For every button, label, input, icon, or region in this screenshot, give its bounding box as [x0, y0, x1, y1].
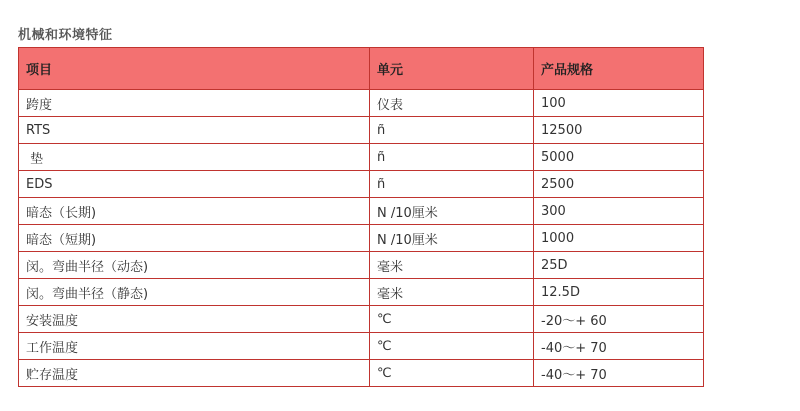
cell-spec: -20～+ 60 — [534, 306, 704, 333]
cell-item: 跨度 — [19, 90, 370, 117]
cell-item: 安装温度 — [19, 306, 370, 333]
cell-spec: -40～+ 70 — [534, 360, 704, 387]
table-row — [19, 225, 704, 252]
table-row — [19, 90, 704, 117]
column-header-unit: 单元 — [370, 48, 534, 90]
section-title: 机械和环境特征 — [18, 28, 113, 43]
table-header-row — [19, 48, 704, 90]
table-row — [19, 306, 704, 333]
table-row — [19, 144, 704, 171]
column-header-spec: 产品规格 — [534, 48, 704, 90]
cell-item: 暗态（长期) — [19, 198, 370, 225]
table-row — [19, 333, 704, 360]
cell-unit: N /10厘米 — [370, 225, 534, 252]
cell-unit: 毫米 — [370, 252, 534, 279]
cell-unit: ℃ — [370, 333, 534, 360]
table-row — [19, 171, 704, 198]
table-row — [19, 360, 704, 387]
cell-spec: 300 — [534, 198, 704, 225]
cell-item: 贮存温度 — [19, 360, 370, 387]
cell-unit: 仪表 — [370, 90, 534, 117]
cell-item: 暗态（短期) — [19, 225, 370, 252]
spec-table — [18, 47, 704, 387]
table-row — [19, 279, 704, 306]
cell-item: EDS — [19, 171, 370, 198]
cell-unit: ñ — [370, 171, 534, 198]
cell-unit: ℃ — [370, 360, 534, 387]
cell-unit: 毫米 — [370, 279, 534, 306]
cell-spec: 25D — [534, 252, 704, 279]
cell-spec: 12500 — [534, 117, 704, 144]
cell-spec: 2500 — [534, 171, 704, 198]
cell-item: 垫 — [19, 144, 370, 171]
cell-spec: 5000 — [534, 144, 704, 171]
table-row — [19, 117, 704, 144]
cell-spec: 1000 — [534, 225, 704, 252]
cell-spec: -40～+ 70 — [534, 333, 704, 360]
table-row — [19, 198, 704, 225]
cell-unit: ℃ — [370, 306, 534, 333]
cell-spec: 12.5D — [534, 279, 704, 306]
table-row — [19, 252, 704, 279]
cell-spec: 100 — [534, 90, 704, 117]
column-header-item: 项目 — [19, 48, 370, 90]
cell-unit: ñ — [370, 117, 534, 144]
cell-unit: ñ — [370, 144, 534, 171]
cell-unit: N /10厘米 — [370, 198, 534, 225]
cell-item: 闵。弯曲半径（静态) — [19, 279, 370, 306]
cell-item: RTS — [19, 117, 370, 144]
cell-item: 工作温度 — [19, 333, 370, 360]
cell-item: 闵。弯曲半径（动态) — [19, 252, 370, 279]
